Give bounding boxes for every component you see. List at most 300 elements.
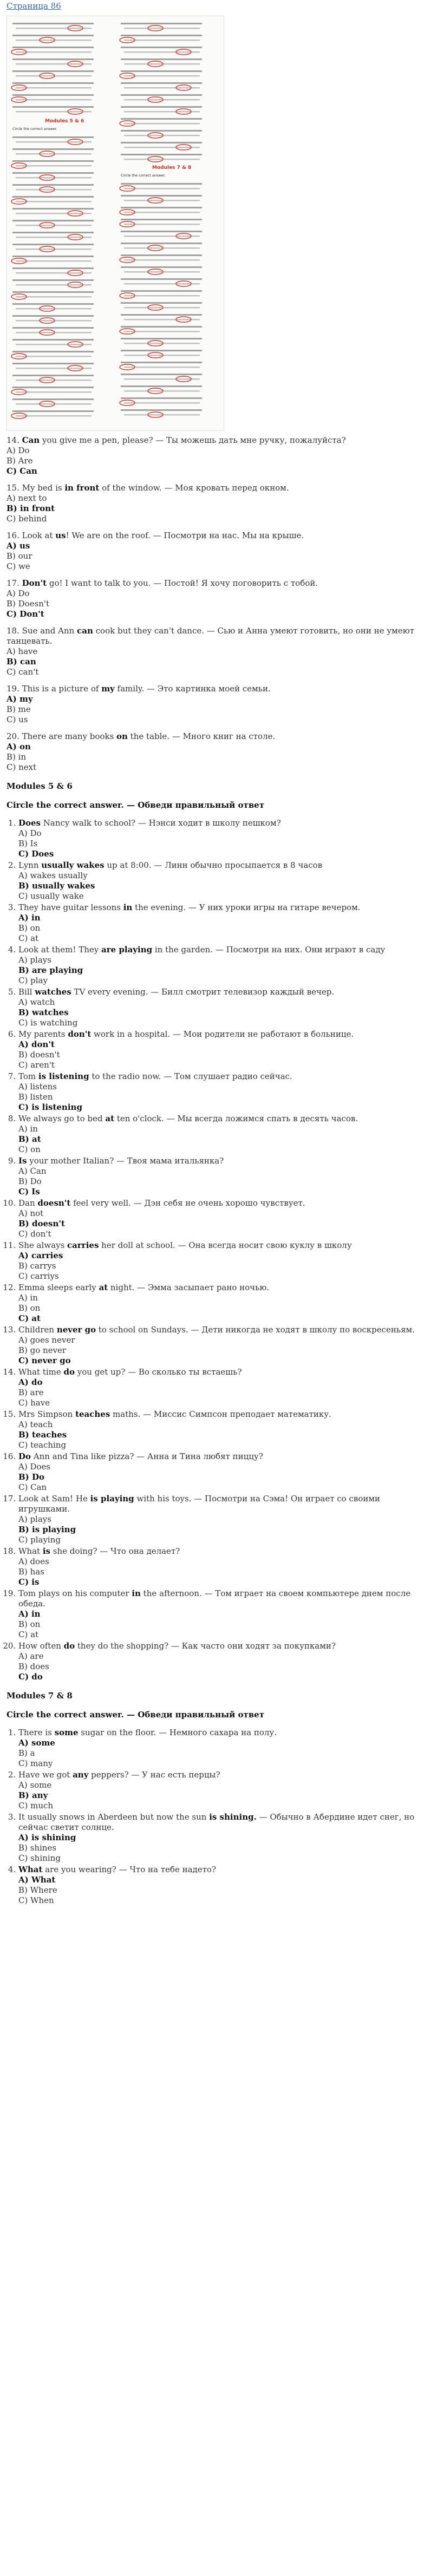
- correct-option: B) doesn't: [18, 1219, 65, 1228]
- question-item: [18, 1546, 421, 1587]
- question-line: [18, 1641, 421, 1651]
- question-line: [6, 731, 421, 742]
- question-block: [6, 684, 421, 725]
- answer-word: carries: [67, 1240, 99, 1250]
- question-text: They have guitar lessons: [18, 903, 123, 912]
- correct-option: A) is shining: [18, 1833, 76, 1842]
- scan-text-line: [121, 254, 202, 256]
- question-item: [18, 1588, 421, 1640]
- scan-text-line: [12, 291, 94, 293]
- answer-option: C) can't: [6, 667, 39, 677]
- question-number: 17.: [6, 578, 22, 588]
- answer-option: B) in: [6, 752, 27, 762]
- answer-option: C) Can: [18, 1482, 47, 1492]
- scan-options-line: [16, 380, 92, 381]
- question-item: [18, 987, 421, 1028]
- scan-text-line: [121, 350, 202, 351]
- scan-options-line: [16, 356, 92, 357]
- answer-word: can: [77, 626, 93, 636]
- question-line: [18, 987, 421, 997]
- correct-option: B) Do: [18, 1472, 45, 1482]
- question-number: 14.: [6, 435, 22, 445]
- scan-text-line: [12, 256, 94, 257]
- scan-text-line: [12, 208, 94, 210]
- question-line: [18, 860, 421, 871]
- scan-options-line: [16, 415, 92, 417]
- part-1-questions: [6, 435, 421, 773]
- question-text: Nancy walk to school? — Нэнси ходит в школу пешком?: [41, 818, 281, 828]
- answer-option: A) watch: [18, 997, 55, 1007]
- question-text: Tom: [18, 1071, 38, 1081]
- answer-option: A) Do: [6, 446, 30, 455]
- answer-option: C) carriys: [18, 1271, 59, 1281]
- correct-option: B) teaches: [18, 1430, 67, 1440]
- correct-option: B) in front: [6, 504, 55, 513]
- scan-text-line: [121, 35, 202, 36]
- question-text: the table. — Много книг на столе.: [127, 731, 276, 741]
- question-item: [18, 1770, 421, 1811]
- scan-options-line: [124, 63, 200, 65]
- question-text: She always: [18, 1240, 68, 1250]
- question-line: [18, 1029, 421, 1039]
- scan-options-line: [16, 153, 92, 155]
- scan-text-line: [121, 94, 202, 96]
- scan-text-line: [121, 374, 202, 375]
- scan-text-line: [121, 397, 202, 399]
- question-text: Look at: [22, 531, 56, 540]
- question-item: [18, 945, 421, 986]
- answer-option: A) teach: [18, 1420, 53, 1429]
- scan-options-line: [124, 135, 200, 136]
- scan-options-line: [124, 402, 200, 404]
- scan-text-line: [12, 106, 94, 108]
- answer-option: A) plays: [18, 1514, 51, 1524]
- scan-text-line: [121, 154, 202, 155]
- correct-option: B) any: [18, 1790, 48, 1800]
- scan-text-line: [121, 82, 202, 84]
- correct-option: C) Can: [6, 466, 37, 476]
- scan-options-line: [124, 123, 200, 125]
- question-text: to school on Sundays. — Дети никогда не ходят в школу по воскресеньям.: [96, 1325, 415, 1335]
- question-item: [18, 1494, 421, 1545]
- scan-options-line: [124, 307, 200, 309]
- scan-options-line: [16, 403, 92, 405]
- question-text: her doll at school. — Она всегда носит свою куклу в школу: [99, 1240, 352, 1250]
- answer-option: C) playing: [18, 1535, 61, 1545]
- question-item: [18, 818, 421, 859]
- answer-option: C) have: [18, 1398, 50, 1408]
- answer-option: A) goes never: [18, 1335, 75, 1345]
- scan-options-line: [124, 331, 200, 332]
- correct-option: A) on: [6, 742, 31, 751]
- scan-options-line: [124, 75, 200, 77]
- question-item: [18, 1812, 421, 1864]
- question-text: the afternoon. — Том играет на своем компьютере днем после обеда.: [18, 1588, 411, 1609]
- question-text: in the garden. — Посмотри на них. Они играют в саду: [152, 945, 386, 954]
- answer-option: A) Do: [6, 589, 30, 598]
- scan-text-line: [12, 327, 94, 329]
- question-text: — Обычно в Абердине идет снег, но сейчас светит солнце.: [18, 1812, 415, 1832]
- question-item: [18, 1728, 421, 1769]
- answer-word: Don't: [22, 578, 47, 588]
- scan-options-line: [16, 344, 92, 345]
- correct-option: A) do: [18, 1377, 43, 1387]
- scan-options-line: [16, 368, 92, 369]
- question-text: ! We are on the roof. — Посмотри на нас. Мы на крыше.: [66, 531, 304, 540]
- scan-options-line: [16, 99, 92, 101]
- question-block: [6, 483, 421, 524]
- answer-word: any: [73, 1770, 89, 1780]
- answer-option: A) Does: [18, 1462, 51, 1472]
- scan-options-line: [124, 99, 200, 101]
- scan-text-line: [12, 267, 94, 269]
- answer-option: B) Doesn't: [6, 599, 50, 609]
- answer-word: at: [105, 1114, 115, 1123]
- scan-options-line: [124, 40, 200, 41]
- question-item: [18, 1198, 421, 1239]
- scan-options-line: [16, 28, 92, 29]
- answer-option: C) much: [18, 1801, 54, 1810]
- answer-word: in front: [64, 483, 100, 493]
- document-root: [0, 1, 424, 1906]
- question-text: Have we got: [18, 1770, 73, 1780]
- scan-text-line: [121, 106, 202, 108]
- question-text: Ann and Tina like pizza? — Анна и Тина любят пиццу?: [31, 1452, 263, 1461]
- scan-text-line: [12, 94, 94, 96]
- question-text: TV every evening. — Билл смотрит телевизор каждый вечер.: [71, 987, 335, 997]
- question-item: [18, 1240, 421, 1282]
- scan-options-line: [124, 414, 200, 416]
- scan-options-line: [16, 141, 92, 143]
- correct-option: A) don't: [18, 1039, 55, 1049]
- worksheet-thumbnail[interactable]: [6, 16, 224, 431]
- question-text: you give me a pen, please? — Ты можешь дать мне ручку, пожалуйста?: [40, 435, 346, 445]
- scan-options-line: [124, 343, 200, 344]
- answer-option: C) next: [6, 762, 37, 772]
- answer-option: B) me: [6, 704, 31, 714]
- scan-options-line: [124, 28, 200, 29]
- scan-options-line: [16, 213, 92, 214]
- scan-text-line: [12, 303, 94, 305]
- answer-option: B) does: [18, 1662, 49, 1671]
- scan-text-line: [121, 278, 202, 280]
- scan-options-line: [16, 63, 92, 65]
- question-item: [18, 860, 421, 901]
- scan-text-line: [12, 82, 94, 84]
- scan-text-line: [12, 339, 94, 341]
- scan-text-line: [121, 338, 202, 339]
- scan-text-line: [121, 231, 202, 232]
- scan-options-line: [16, 75, 92, 77]
- correct-option: A) some: [18, 1738, 55, 1748]
- answer-option: B) on: [18, 1619, 41, 1629]
- question-block: [6, 578, 421, 619]
- scan-text-line: [12, 387, 94, 388]
- scan-options-line: [124, 367, 200, 368]
- scan-options-line: [124, 390, 200, 392]
- scan-text-line: [12, 351, 94, 352]
- question-item: [18, 1367, 421, 1408]
- correct-option: C) is listening: [18, 1102, 82, 1112]
- scan-options-line: [16, 51, 92, 53]
- question-line: [18, 903, 421, 913]
- question-line: [18, 1114, 421, 1124]
- question-line: [18, 1198, 421, 1208]
- answer-option: A) does: [18, 1557, 49, 1566]
- answer-option: A) Do: [18, 828, 42, 838]
- scan-options-line: [124, 295, 200, 297]
- scan-options-line: [16, 296, 92, 298]
- answer-word: do: [63, 1367, 75, 1377]
- question-text: your mother Italian? — Твоя мама итальянка?: [27, 1156, 224, 1166]
- correct-option: B) usually wakes: [18, 881, 95, 891]
- correct-option: B) are playing: [18, 965, 83, 975]
- scan-options-line: [16, 237, 92, 238]
- question-block: [6, 435, 421, 476]
- scan-text-line: [12, 244, 94, 245]
- question-item: [18, 1409, 421, 1450]
- question-line: [18, 1325, 421, 1335]
- scan-options-line: [16, 177, 92, 179]
- answer-option: B) listen: [18, 1092, 53, 1102]
- question-block: [6, 531, 421, 572]
- question-text: ten o'clock. — Мы всегда ложимся спать в десять часов.: [114, 1114, 358, 1123]
- scan-options-line: [124, 236, 200, 237]
- correct-option: C) at: [18, 1313, 41, 1323]
- question-item: [18, 1325, 421, 1366]
- answer-word: What: [18, 1865, 43, 1874]
- scan-text-line: [12, 220, 94, 221]
- scan-options-line: [16, 189, 92, 191]
- question-line: [18, 1865, 421, 1875]
- page-link[interactable]: Страница 86: [6, 1, 61, 11]
- question-text: There is: [18, 1728, 55, 1737]
- scan-text-line: [12, 315, 94, 317]
- scan-options-line: [16, 272, 92, 274]
- question-text: Bill: [18, 987, 35, 997]
- question-item: [18, 1865, 421, 1906]
- scan-options-line: [124, 247, 200, 249]
- question-line: [18, 1283, 421, 1293]
- question-text: she doing? — Что она делает?: [50, 1546, 180, 1556]
- answer-option: C) at: [18, 933, 39, 943]
- answer-word: usually wakes: [41, 860, 105, 870]
- correct-option: C) Don't: [6, 609, 44, 619]
- thumb-heading-1: Modules 5 & 6: [45, 119, 84, 124]
- answer-word: in: [123, 903, 133, 912]
- question-number: 15.: [6, 483, 22, 493]
- scan-options-line: [124, 355, 200, 356]
- correct-option: B) watches: [18, 1008, 69, 1017]
- answer-word: doesn't: [37, 1198, 71, 1208]
- correct-option: A) What: [18, 1875, 56, 1885]
- answer-option: C) aren't: [18, 1060, 55, 1070]
- answer-option: B) Where: [18, 1885, 57, 1895]
- answer-word: on: [116, 731, 128, 741]
- scan-options-line: [16, 308, 92, 310]
- question-text: with his toys. — Посмотри на Сэма! Он играет со своими игрушками.: [18, 1494, 381, 1514]
- question-text: We always go to bed: [18, 1114, 106, 1123]
- question-line: [18, 1240, 421, 1251]
- scan-options-line: [16, 111, 92, 113]
- answer-option: B) has: [18, 1567, 44, 1577]
- question-line: [18, 1812, 421, 1833]
- question-line: [18, 1452, 421, 1462]
- answer-word: Can: [22, 435, 40, 445]
- question-line: [6, 626, 421, 646]
- answer-option: A) are: [18, 1651, 44, 1661]
- answer-word: never go: [56, 1325, 96, 1335]
- answer-word: are playing: [101, 945, 153, 954]
- answer-option: A) some: [18, 1780, 52, 1790]
- scan-text-line: [12, 172, 94, 174]
- correct-option: C) Does: [18, 849, 54, 859]
- answer-option: C) us: [6, 715, 28, 724]
- question-number: 18.: [6, 626, 22, 636]
- question-line: [6, 483, 421, 493]
- correct-option: A) my: [6, 694, 33, 704]
- question-item: [18, 903, 421, 944]
- answer-word: don't: [68, 1029, 92, 1039]
- thumb-instruction-2: Circle the correct answer.: [121, 173, 166, 178]
- scan-options-line: [16, 260, 92, 262]
- question-text: to the radio now. — Том слушает радио сейчас.: [89, 1071, 292, 1081]
- scan-text-line: [121, 314, 202, 316]
- question-line: [18, 1409, 421, 1420]
- correct-option: A) in: [18, 913, 41, 923]
- question-text: What time: [18, 1367, 64, 1377]
- question-number: 20.: [6, 731, 22, 741]
- answer-word: watches: [35, 987, 71, 997]
- correct-option: B) can: [6, 657, 36, 666]
- answer-option: C) at: [18, 1630, 39, 1639]
- answer-word: Is: [18, 1156, 27, 1166]
- scan-options-line: [124, 271, 200, 273]
- scan-text-line: [12, 184, 94, 186]
- answer-word: do: [63, 1641, 75, 1651]
- question-line: [18, 1588, 421, 1609]
- scan-options-line: [124, 51, 200, 53]
- question-line: [6, 684, 421, 694]
- answer-option: C) shining: [18, 1853, 61, 1863]
- scan-text-line: [121, 47, 202, 48]
- answer-option: C) When: [18, 1895, 54, 1905]
- question-text: This is a picture of: [22, 684, 102, 694]
- scan-text-line: [121, 207, 202, 208]
- scan-text-line: [121, 142, 202, 143]
- answer-word: us: [55, 531, 66, 540]
- scan-text-line: [12, 363, 94, 364]
- answer-word: teaches: [75, 1409, 110, 1419]
- question-text: How often: [18, 1641, 64, 1651]
- scan-options-line: [16, 87, 92, 89]
- scan-options-line: [16, 284, 92, 286]
- scan-options-line: [124, 259, 200, 261]
- scan-text-line: [12, 232, 94, 233]
- answer-option: C) on: [18, 1145, 41, 1154]
- answer-option: B) our: [6, 551, 32, 561]
- question-line: [18, 1728, 421, 1738]
- scan-options-line: [124, 283, 200, 285]
- scan-text-line: [121, 130, 202, 132]
- correct-option: B) is playing: [18, 1525, 76, 1534]
- correct-option: A) carries: [18, 1251, 63, 1260]
- scan-text-line: [12, 279, 94, 281]
- correct-option: A) us: [6, 541, 30, 551]
- answer-word: in: [132, 1588, 141, 1598]
- answer-word: is playing: [90, 1494, 134, 1503]
- scan-options-line: [16, 332, 92, 334]
- scan-text-line: [12, 23, 94, 24]
- scan-options-line: [16, 320, 92, 322]
- scan-text-line: [121, 326, 202, 328]
- question-text: feel very well. — Дэн себя не очень хорошо чувствует.: [70, 1198, 305, 1208]
- scan-options-line: [124, 87, 200, 89]
- scan-text-line: [121, 290, 202, 292]
- scan-text-line: [121, 58, 202, 60]
- question-number: 19.: [6, 684, 22, 694]
- scan-options-line: [124, 378, 200, 380]
- question-line: [6, 531, 421, 541]
- question-text: It usually snows in Aberdeen but now the sun: [18, 1812, 210, 1822]
- question-text: Sue and Ann: [22, 626, 77, 636]
- question-text: Emma sleeps early: [18, 1283, 99, 1292]
- scan-options-line: [16, 165, 92, 167]
- scan-text-line: [12, 148, 94, 150]
- question-item: [18, 1283, 421, 1324]
- scan-text-line: [121, 385, 202, 387]
- question-text: Tom plays on his computer: [18, 1588, 132, 1598]
- answer-word: at: [99, 1283, 108, 1292]
- question-list-modules-7-8: [6, 1728, 421, 1906]
- scan-options-line: [124, 319, 200, 321]
- scan-text-line: [121, 70, 202, 72]
- answer-option: C) behind: [6, 514, 47, 524]
- answer-option: A) next to: [6, 493, 47, 503]
- answer-option: B) on: [18, 923, 41, 933]
- scan-text-line: [121, 409, 202, 411]
- question-item: [18, 1029, 421, 1070]
- question-text: family. — Это картинка моей семьи.: [114, 684, 271, 694]
- answer-option: A) wakes usually: [18, 871, 88, 880]
- answer-word: is: [42, 1546, 50, 1556]
- question-block: [6, 626, 421, 677]
- question-text: Look at them! They: [18, 945, 101, 954]
- question-text: are you wearing? — Что на тебе надето?: [42, 1865, 217, 1874]
- answer-option: A) plays: [18, 955, 51, 965]
- answer-option: C) don't: [18, 1229, 51, 1239]
- scan-options-line: [16, 40, 92, 41]
- scan-options-line: [124, 212, 200, 213]
- question-item: [18, 1071, 421, 1113]
- question-item: [18, 1114, 421, 1155]
- question-text: maths. — Миссис Симпсон преподает математику.: [110, 1409, 331, 1419]
- question-text: Look at Sam! He: [18, 1494, 90, 1503]
- section-heading-modules-7-8: Modules 7 & 8: [6, 1691, 73, 1701]
- answer-option: A) listens: [18, 1082, 57, 1091]
- answer-option: B) carrys: [18, 1261, 56, 1271]
- answer-option: C) is watching: [18, 1018, 78, 1028]
- question-line: [6, 578, 421, 589]
- worksheet-image: [7, 16, 224, 430]
- correct-option: C) do: [18, 1672, 43, 1682]
- question-text: There are many books: [22, 731, 117, 741]
- question-line: [18, 945, 421, 955]
- correct-option: C) Is: [18, 1187, 40, 1197]
- answer-option: A) have: [6, 646, 38, 656]
- answer-option: B) Do: [18, 1176, 42, 1186]
- scan-text-line: [12, 410, 94, 412]
